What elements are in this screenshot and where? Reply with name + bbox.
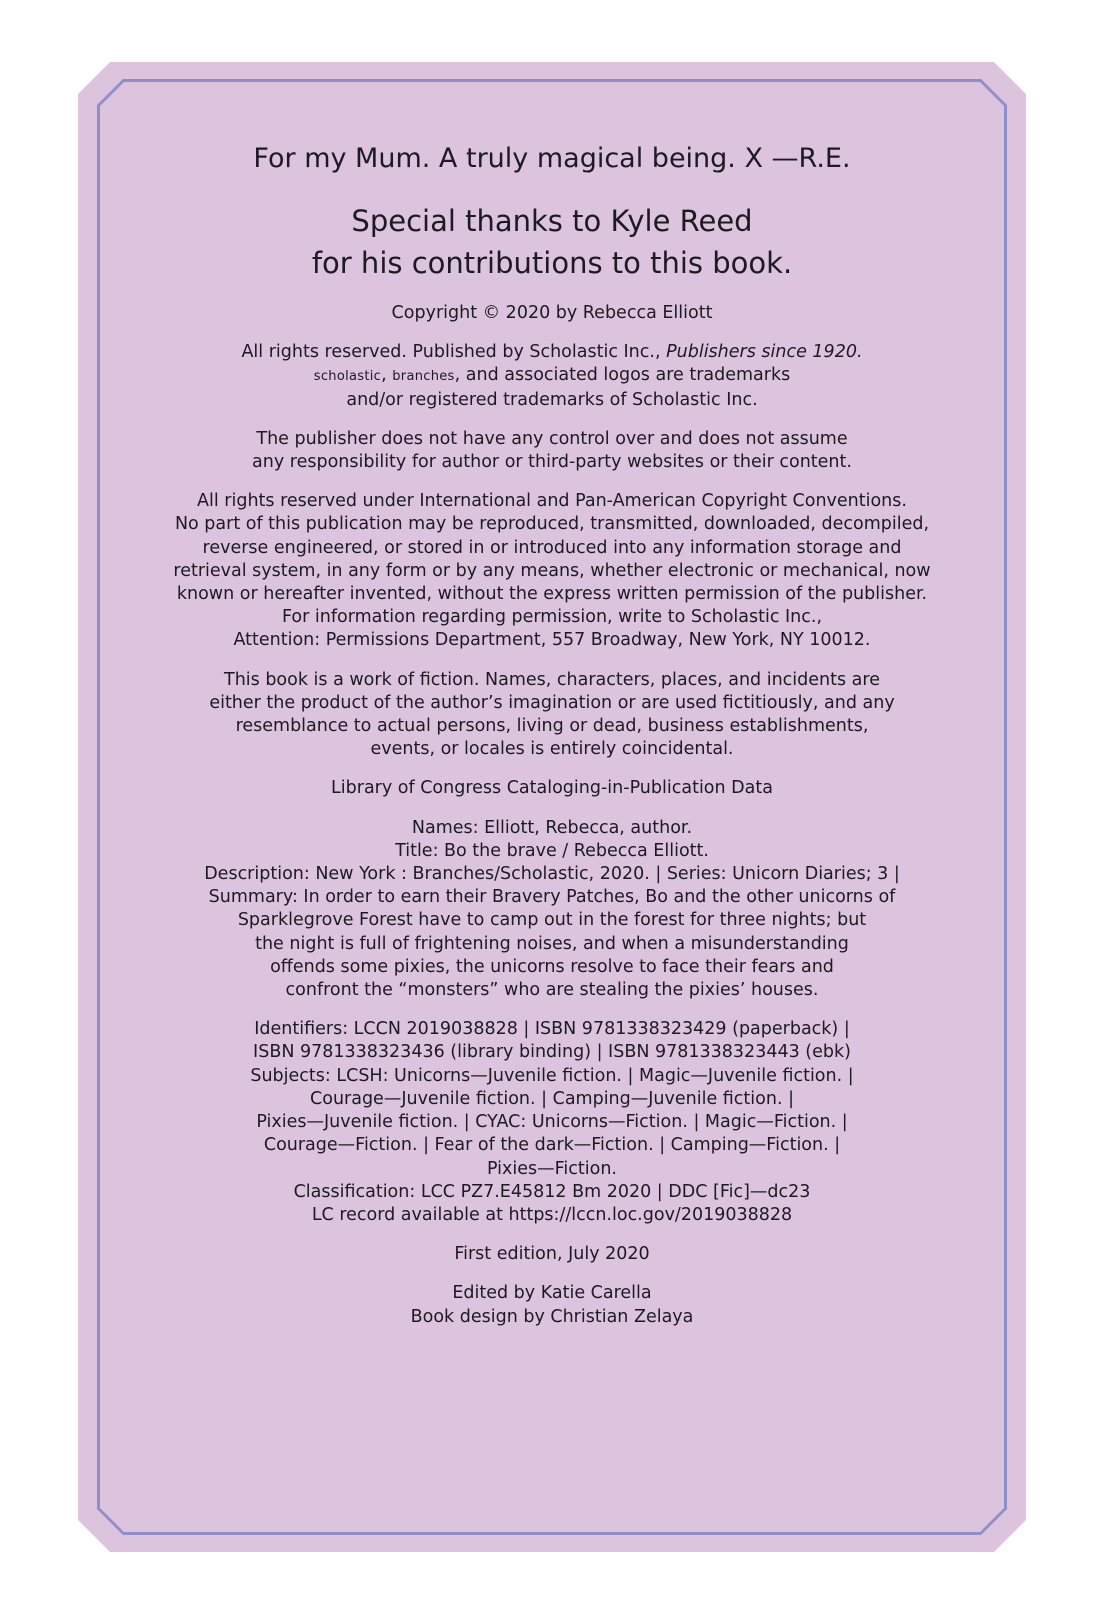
fiction-line: resemblance to actual persons, living or dead, business establishments, xyxy=(235,716,869,737)
special-thanks xyxy=(100,200,1004,284)
conventions-line: No part of this publication may be reproduced, transmitted, downloaded, decompiled, xyxy=(174,514,930,535)
identifier-line: Subjects: LCSH: Unicorns—Juvenile fiction. | Magic—Juvenile fiction. | xyxy=(250,1065,854,1086)
identifier-line: Pixies—Juvenile fiction. | CYAC: Unicorns—Fiction. | Magic—Fiction. | xyxy=(256,1112,848,1133)
credit-line: Book design by Christian Zelaya xyxy=(410,1306,694,1327)
cip-line: Title: Bo the brave / Rebecca Elliott. xyxy=(395,840,709,861)
cip-record xyxy=(100,817,1004,1003)
cip-line: offends some pixies, the unicorns resolve to face their fears and xyxy=(270,956,834,977)
cip-identifiers xyxy=(100,1018,1004,1227)
conventions-line: known or hereafter invented, without the express written permission of the publisher. xyxy=(176,584,928,605)
identifier-line: LC record available at https://lccn.loc.gov/2019038828 xyxy=(311,1204,793,1225)
disclaimer-line: any responsibility for author or third-party websites or their content. xyxy=(252,452,852,473)
rights-separator: , xyxy=(381,365,393,386)
scholastic-trademark: scholastic xyxy=(313,369,382,385)
cip-line: Sparklegrove Forest have to camp out in the forest for three nights; but xyxy=(237,910,867,931)
copyright-page-content xyxy=(100,140,1004,1345)
credit-line: Edited by Katie Carella xyxy=(452,1283,652,1304)
branches-trademark: branches xyxy=(392,369,455,385)
identifier-line: Identifiers: LCCN 2019038828 | ISBN 9781338323429 (paperback) | xyxy=(254,1019,850,1040)
cip-heading: Library of Congress Cataloging-in-Publication Data xyxy=(331,778,773,799)
identifier-line: Pixies—Fiction. xyxy=(487,1158,617,1179)
rights-line xyxy=(100,364,1004,388)
cip-line: confront the “monsters” who are stealing the pixies’ houses. xyxy=(285,980,819,1001)
rights-line-text: All rights reserved. Published by Scholastic Inc., xyxy=(241,342,667,363)
publisher-disclaimer xyxy=(100,428,1004,474)
thanks-line: for his contributions to this book. xyxy=(311,246,793,280)
rights-line xyxy=(100,341,1004,364)
copyright-conventions xyxy=(100,490,1004,652)
cip-line: Summary: In order to earn their Bravery Patches, Bo and the other unicorns of xyxy=(208,887,896,908)
publisher-tagline: Publishers since 1920. xyxy=(666,342,863,363)
edition-notice: First edition, July 2020 xyxy=(454,1244,650,1265)
identifier-line: Courage—Juvenile fiction. | Camping—Juvenile fiction. | xyxy=(310,1088,794,1109)
conventions-line: retrieval system, in any form or by any means, whether electronic or mechanical, now xyxy=(173,560,931,581)
fiction-line: either the product of the author’s imagination or are used fictitiously, and any xyxy=(209,692,895,713)
dedication: For my Mum. A truly magical being. X —R.E. xyxy=(253,143,851,174)
conventions-line: Attention: Permissions Department, 557 Broadway, New York, NY 10012. xyxy=(233,630,871,651)
identifier-line: Classification: LCC PZ7.E45812 Bm 2020 | DDC [Fic]—dc23 xyxy=(293,1181,811,1202)
copyright-notice: Copyright © 2020 by Rebecca Elliott xyxy=(391,303,713,323)
fiction-line: events, or locales is entirely coincidental. xyxy=(370,739,734,760)
conventions-line: All rights reserved under International and Pan-American Copyright Conventions. xyxy=(197,491,907,512)
fiction-notice xyxy=(100,669,1004,762)
identifier-line: Courage—Fiction. | Fear of the dark—Fiction. | Camping—Fiction. | xyxy=(263,1135,841,1156)
conventions-line: reverse engineered, or stored in or introduced into any information storage and xyxy=(202,537,902,558)
cip-line: the night is full of frightening noises, and when a misunderstanding xyxy=(255,933,849,954)
cip-line: Description: New York : Branches/Scholastic, 2020. | Series: Unicorn Diaries; 3 | xyxy=(204,864,900,885)
cip-line: Names: Elliott, Rebecca, author. xyxy=(411,817,693,838)
thanks-line: Special thanks to Kyle Reed xyxy=(351,204,753,238)
rights-notice xyxy=(100,341,1004,412)
rights-line-text: , and associated logos are trademarks xyxy=(454,365,791,386)
disclaimer-line: The publisher does not have any control over and does not assume xyxy=(256,428,848,449)
fiction-line: This book is a work of fiction. Names, characters, places, and incidents are xyxy=(224,669,880,690)
identifier-line: ISBN 9781338323436 (library binding) | ISBN 9781338323443 (ebk) xyxy=(253,1042,851,1063)
rights-line: and/or registered trademarks of Scholastic Inc. xyxy=(346,389,758,410)
conventions-line: For information regarding permission, write to Scholastic Inc., xyxy=(281,607,823,628)
credits xyxy=(100,1282,1004,1328)
